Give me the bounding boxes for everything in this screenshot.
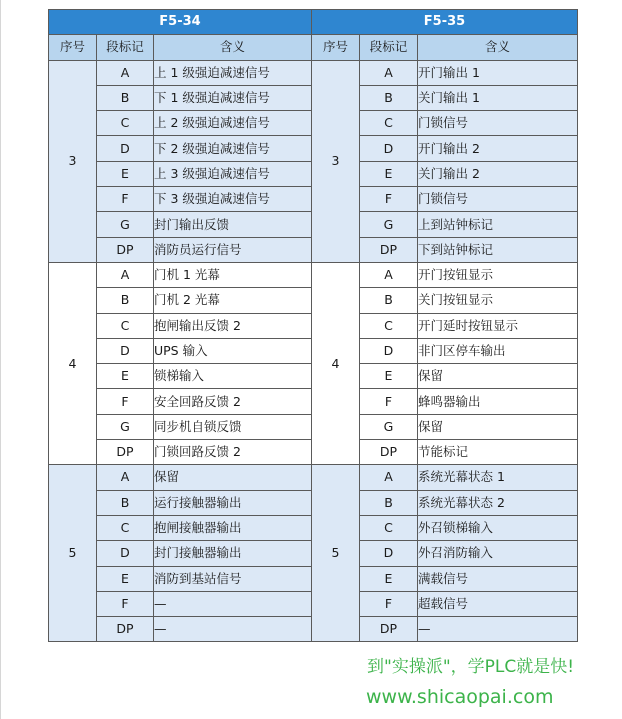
table-group-header-row <box>49 10 578 35</box>
right-meaning-cell: 蜂鸣器输出 <box>418 389 578 414</box>
right-mark-cell: G <box>360 212 418 237</box>
left-mark-cell: E <box>97 364 154 389</box>
left-meaning-cell: 抱闸输出反馈 2 <box>154 313 312 338</box>
right-group-title: F5-35 <box>312 10 578 35</box>
right-seq-cell: 4 <box>312 262 360 464</box>
right-meaning-cell: 开门按钮显示 <box>418 262 578 287</box>
right-meaning-header: 含义 <box>418 35 578 60</box>
right-mark-cell: B <box>360 288 418 313</box>
right-meaning-cell: 关门按钮显示 <box>418 288 578 313</box>
right-mark-cell: DP <box>360 440 418 465</box>
watermark-slogan: 到"实操派"，学PLC就是快! <box>367 657 575 677</box>
right-mark-cell: F <box>360 389 418 414</box>
left-mark-cell: C <box>97 111 154 136</box>
table-row <box>49 465 578 490</box>
left-edge-rule <box>0 0 1 719</box>
right-mark-cell: E <box>360 161 418 186</box>
right-mark-header: 段标记 <box>360 35 418 60</box>
right-meaning-cell: 关门输出 2 <box>418 161 578 186</box>
right-meaning-cell: 系统光幕状态 1 <box>418 465 578 490</box>
left-meaning-cell: 消防到基站信号 <box>154 566 312 591</box>
left-meaning-cell: 封门输出反馈 <box>154 212 312 237</box>
left-meaning-cell: UPS 输入 <box>154 338 312 363</box>
right-meaning-cell: 开门输出 2 <box>418 136 578 161</box>
right-meaning-cell: 保留 <box>418 414 578 439</box>
left-mark-cell: F <box>97 389 154 414</box>
right-meaning-cell: 系统光幕状态 2 <box>418 490 578 515</box>
left-meaning-cell: — <box>154 591 312 616</box>
right-mark-cell: B <box>360 490 418 515</box>
right-meaning-cell: 开门输出 1 <box>418 60 578 85</box>
left-mark-cell: A <box>97 465 154 490</box>
left-mark-cell: F <box>97 591 154 616</box>
left-mark-cell: G <box>97 212 154 237</box>
right-mark-cell: C <box>360 515 418 540</box>
right-mark-cell: A <box>360 262 418 287</box>
left-meaning-cell: 安全回路反馈 2 <box>154 389 312 414</box>
left-mark-cell: DP <box>97 440 154 465</box>
right-mark-cell: G <box>360 414 418 439</box>
left-meaning-cell: 下 3 级强迫减速信号 <box>154 187 312 212</box>
left-meaning-cell: 上 3 级强迫减速信号 <box>154 161 312 186</box>
table-body <box>49 60 578 642</box>
left-meaning-cell: 门机 2 光幕 <box>154 288 312 313</box>
right-seq-cell: 5 <box>312 465 360 642</box>
table-row <box>49 262 578 287</box>
right-mark-cell: E <box>360 364 418 389</box>
left-mark-cell: F <box>97 187 154 212</box>
left-meaning-cell: 门锁回路反馈 2 <box>154 440 312 465</box>
left-meaning-cell: 运行接触器输出 <box>154 490 312 515</box>
left-seq-header: 序号 <box>49 35 97 60</box>
left-meaning-cell: 同步机自锁反馈 <box>154 414 312 439</box>
right-meaning-cell: 满载信号 <box>418 566 578 591</box>
right-meaning-cell: 外召消防输入 <box>418 541 578 566</box>
left-group-title: F5-34 <box>49 10 312 35</box>
left-mark-cell: D <box>97 541 154 566</box>
left-mark-cell: D <box>97 136 154 161</box>
right-meaning-cell: 开门延时按钮显示 <box>418 313 578 338</box>
left-mark-cell: A <box>97 262 154 287</box>
right-mark-cell: F <box>360 591 418 616</box>
left-seq-cell: 5 <box>49 465 97 642</box>
left-meaning-cell: 门机 1 光幕 <box>154 262 312 287</box>
left-meaning-cell: 上 2 级强迫减速信号 <box>154 111 312 136</box>
right-seq-header: 序号 <box>312 35 360 60</box>
left-meaning-cell: 封门接触器输出 <box>154 541 312 566</box>
right-meaning-cell: 关门输出 1 <box>418 85 578 110</box>
right-mark-cell: D <box>360 541 418 566</box>
right-meaning-cell: 上到站钟标记 <box>418 212 578 237</box>
left-meaning-cell: 上 1 级强迫减速信号 <box>154 60 312 85</box>
right-meaning-cell: 节能标记 <box>418 440 578 465</box>
right-meaning-cell: 非门区停车输出 <box>418 338 578 363</box>
left-meaning-cell: 下 2 级强迫减速信号 <box>154 136 312 161</box>
right-mark-cell: DP <box>360 617 418 642</box>
right-mark-cell: D <box>360 136 418 161</box>
left-mark-cell: E <box>97 566 154 591</box>
right-seq-cell: 3 <box>312 60 360 262</box>
right-meaning-cell: 门锁信号 <box>418 187 578 212</box>
left-mark-cell: D <box>97 338 154 363</box>
parameter-table <box>48 9 578 642</box>
left-mark-cell: C <box>97 515 154 540</box>
left-mark-header: 段标记 <box>97 35 154 60</box>
left-mark-cell: E <box>97 161 154 186</box>
left-mark-cell: B <box>97 288 154 313</box>
left-mark-cell: A <box>97 60 154 85</box>
left-mark-cell: G <box>97 414 154 439</box>
right-mark-cell: B <box>360 85 418 110</box>
table-column-header-row <box>49 35 578 60</box>
right-mark-cell: D <box>360 338 418 363</box>
left-mark-cell: DP <box>97 617 154 642</box>
right-meaning-cell: — <box>418 617 578 642</box>
left-mark-cell: DP <box>97 237 154 262</box>
right-mark-cell: F <box>360 187 418 212</box>
left-meaning-header: 含义 <box>154 35 312 60</box>
left-meaning-cell: 消防员运行信号 <box>154 237 312 262</box>
right-meaning-cell: 外召锁梯输入 <box>418 515 578 540</box>
right-meaning-cell: 超载信号 <box>418 591 578 616</box>
left-seq-cell: 3 <box>49 60 97 262</box>
right-mark-cell: A <box>360 465 418 490</box>
left-meaning-cell: 抱闸接触器输出 <box>154 515 312 540</box>
right-meaning-cell: 下到站钟标记 <box>418 237 578 262</box>
right-mark-cell: DP <box>360 237 418 262</box>
right-meaning-cell: 门锁信号 <box>418 111 578 136</box>
left-mark-cell: B <box>97 85 154 110</box>
left-mark-cell: B <box>97 490 154 515</box>
right-mark-cell: A <box>360 60 418 85</box>
table-row <box>49 60 578 85</box>
left-seq-cell: 4 <box>49 262 97 464</box>
left-mark-cell: C <box>97 313 154 338</box>
left-meaning-cell: 下 1 级强迫减速信号 <box>154 85 312 110</box>
right-meaning-cell: 保留 <box>418 364 578 389</box>
left-meaning-cell: — <box>154 617 312 642</box>
right-mark-cell: C <box>360 111 418 136</box>
right-mark-cell: E <box>360 566 418 591</box>
right-mark-cell: C <box>360 313 418 338</box>
left-meaning-cell: 保留 <box>154 465 312 490</box>
left-meaning-cell: 锁梯输入 <box>154 364 312 389</box>
watermark-url: www.shicaopai.com <box>366 686 554 708</box>
